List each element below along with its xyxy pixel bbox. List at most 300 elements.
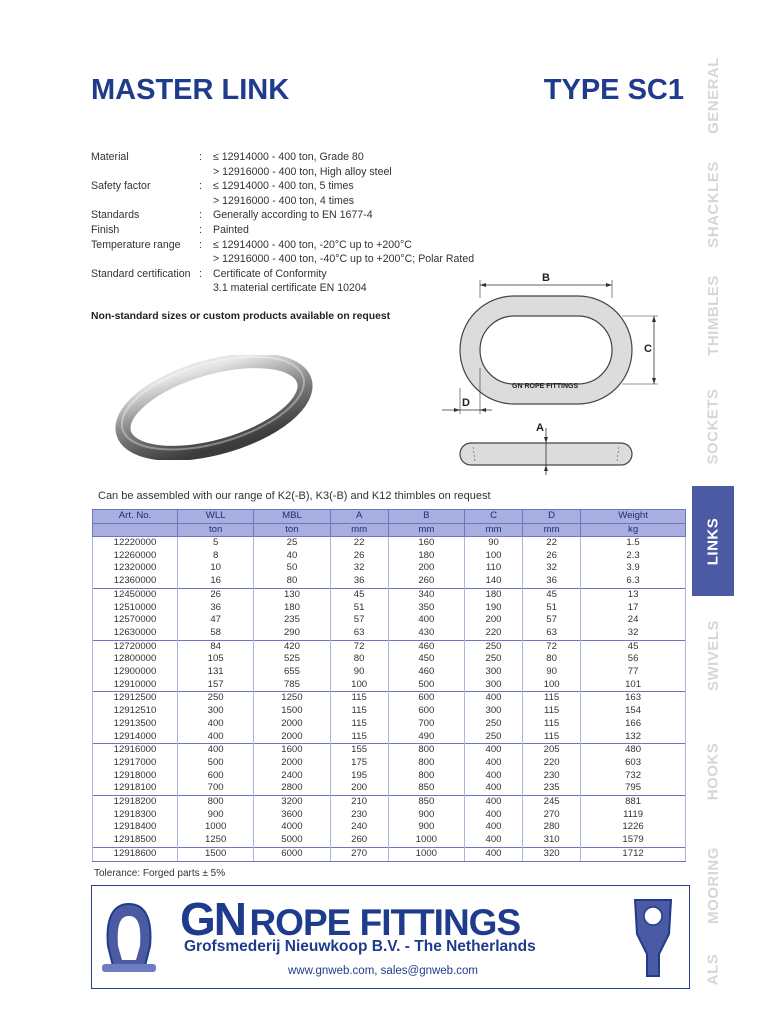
- table-cell: 131: [178, 666, 254, 679]
- product-type: TYPE SC1: [543, 74, 684, 106]
- drawing-stamp: GN ROPE FITTINGS: [512, 383, 579, 390]
- table-cell: 4000: [254, 821, 330, 834]
- shackle-image-left: [98, 894, 160, 980]
- table-cell: 26: [178, 588, 254, 601]
- side-tab-label: ALS: [704, 953, 722, 985]
- table-cell: 400: [464, 809, 522, 822]
- table-row: [93, 847, 686, 861]
- spec-label: Safety factor: [91, 180, 151, 193]
- table-cell: 32: [330, 562, 388, 575]
- table-cell: 460: [388, 640, 464, 653]
- table-cell: 12918200: [93, 796, 178, 809]
- column-header: MBL: [254, 510, 330, 524]
- table-cell: 732: [581, 770, 686, 783]
- spec-colon: [199, 165, 213, 180]
- spec-colon: :: [199, 238, 202, 251]
- contact-line[interactable]: www.gnweb.com, sales@gnweb.com: [288, 965, 479, 977]
- column-unit: kg: [581, 523, 686, 537]
- column-unit: mm: [464, 523, 522, 537]
- table-cell: 12320000: [93, 562, 178, 575]
- side-tab-swivels[interactable]: [692, 600, 734, 710]
- table-cell: 40: [254, 550, 330, 563]
- side-tab-label: SWIVELS: [704, 619, 722, 691]
- table-cell: 600: [388, 705, 464, 718]
- spec-value: ≤ 12914000 - 400 ton, 5 times: [213, 180, 354, 193]
- spec-row: [91, 179, 474, 194]
- column-unit: ton: [254, 523, 330, 537]
- spec-colon: [199, 194, 213, 209]
- table-cell: 230: [523, 770, 581, 783]
- spec-value: > 12916000 - 400 ton, -40°C up to +200°C; Polar Rated: [213, 253, 475, 266]
- table-cell: 300: [464, 705, 522, 718]
- table-cell: 56: [581, 653, 686, 666]
- table-cell: 154: [581, 705, 686, 718]
- table-cell: 12510000: [93, 602, 178, 615]
- side-tab-label: LINKS: [704, 517, 722, 565]
- table-cell: 245: [523, 796, 581, 809]
- table-cell: 320: [523, 847, 581, 861]
- table-cell: 100: [330, 679, 388, 692]
- spec-row: [91, 208, 474, 223]
- table-row: [93, 562, 686, 575]
- table-row: [93, 744, 686, 757]
- table-row: [93, 653, 686, 666]
- spec-label: Standards: [91, 209, 140, 222]
- label-b: B: [542, 272, 550, 284]
- table-cell: 12630000: [93, 627, 178, 640]
- table-cell: 600: [388, 692, 464, 705]
- side-tab-hooks[interactable]: [692, 716, 734, 826]
- table-cell: 36: [330, 575, 388, 588]
- table-cell: 160: [388, 537, 464, 550]
- spec-colon: :: [199, 209, 202, 222]
- side-tab-label: SHACKLES: [704, 160, 722, 248]
- column-header: WLL: [178, 510, 254, 524]
- table-cell: 400: [464, 782, 522, 795]
- table-row: [93, 705, 686, 718]
- spec-row: [91, 281, 474, 296]
- table-cell: 77: [581, 666, 686, 679]
- table-cell: 1226: [581, 821, 686, 834]
- table-cell: 36: [178, 602, 254, 615]
- side-tab-materials[interactable]: [692, 944, 734, 994]
- spec-row: [91, 194, 474, 209]
- table-cell: 3600: [254, 809, 330, 822]
- company-banner: [91, 885, 690, 989]
- table-cell: 250: [464, 640, 522, 653]
- table-cell: 800: [388, 757, 464, 770]
- table-cell: 400: [464, 692, 522, 705]
- table-cell: 250: [178, 692, 254, 705]
- table-cell: 603: [581, 757, 686, 770]
- table-cell: 12220000: [93, 537, 178, 550]
- table-cell: 12720000: [93, 640, 178, 653]
- table-cell: 2000: [254, 757, 330, 770]
- table-cell: 210: [330, 796, 388, 809]
- table-header-row: [93, 510, 686, 524]
- table-cell: 2.3: [581, 550, 686, 563]
- table-cell: 270: [523, 809, 581, 822]
- table-cell: 180: [464, 588, 522, 601]
- spec-label: Material: [91, 151, 129, 163]
- tolerance-note: Tolerance: Forged parts ± 5%: [94, 868, 226, 879]
- table-cell: 200: [464, 614, 522, 627]
- table-row: [93, 550, 686, 563]
- table-cell: 250: [464, 718, 522, 731]
- table-cell: 1000: [388, 834, 464, 847]
- spec-label: Finish: [91, 223, 120, 236]
- table-cell: 2800: [254, 782, 330, 795]
- side-tab-sockets[interactable]: [692, 372, 734, 480]
- table-cell: 350: [388, 602, 464, 615]
- table-cell: 420: [254, 640, 330, 653]
- table-cell: 175: [330, 757, 388, 770]
- table-cell: 132: [581, 731, 686, 744]
- table-cell: 101: [581, 679, 686, 692]
- table-cell: 100: [523, 679, 581, 692]
- table-cell: 1000: [178, 821, 254, 834]
- table-cell: 12918500: [93, 834, 178, 847]
- table-cell: 220: [523, 757, 581, 770]
- company-name: Grofsmederij Nieuwkoop B.V. - The Netherlands: [184, 938, 536, 955]
- table-cell: 25: [254, 537, 330, 550]
- spec-row: [91, 165, 474, 180]
- column-header: C: [464, 510, 522, 524]
- table-cell: 400: [464, 796, 522, 809]
- table-cell: 490: [388, 731, 464, 744]
- table-cell: 205: [523, 744, 581, 757]
- table-row: [93, 796, 686, 809]
- table-row: [93, 537, 686, 550]
- table-cell: 785: [254, 679, 330, 692]
- table-cell: 300: [464, 666, 522, 679]
- table-cell: 50: [254, 562, 330, 575]
- table-row: [93, 692, 686, 705]
- table-cell: 58: [178, 627, 254, 640]
- table-cell: 57: [330, 614, 388, 627]
- table-cell: 110: [464, 562, 522, 575]
- table-cell: 16: [178, 575, 254, 588]
- table-row: [93, 602, 686, 615]
- table-cell: 3200: [254, 796, 330, 809]
- spec-colon: :: [199, 223, 202, 236]
- table-cell: 881: [581, 796, 686, 809]
- table-cell: 12450000: [93, 588, 178, 601]
- spec-row: [91, 223, 474, 238]
- table-cell: 26: [523, 550, 581, 563]
- column-unit: [93, 523, 178, 537]
- table-cell: 900: [388, 809, 464, 822]
- table-row: [93, 640, 686, 653]
- table-row: [93, 666, 686, 679]
- specification-table: [92, 509, 686, 862]
- table-cell: 12570000: [93, 614, 178, 627]
- table-cell: 2000: [254, 731, 330, 744]
- spec-value: ≤ 12914000 - 400 ton, -20°C up to +200°C: [213, 238, 412, 251]
- table-cell: 32: [581, 627, 686, 640]
- column-unit: mm: [388, 523, 464, 537]
- table-cell: 63: [523, 627, 581, 640]
- table-cell: 5: [178, 537, 254, 550]
- table-cell: 900: [388, 821, 464, 834]
- table-cell: 180: [388, 550, 464, 563]
- table-cell: 5000: [254, 834, 330, 847]
- table-cell: 12912500: [93, 692, 178, 705]
- table-cell: 260: [388, 575, 464, 588]
- table-cell: 163: [581, 692, 686, 705]
- table-cell: 157: [178, 679, 254, 692]
- side-tab-label: HOOKS: [704, 742, 722, 800]
- table-cell: 84: [178, 640, 254, 653]
- table-row: [93, 588, 686, 601]
- side-tab-general[interactable]: [692, 44, 734, 146]
- table-cell: 460: [388, 666, 464, 679]
- table-cell: 525: [254, 653, 330, 666]
- spec-row: [91, 238, 474, 253]
- table-cell: 480: [581, 744, 686, 757]
- logo-gn: GN: [180, 893, 245, 945]
- table-cell: 400: [178, 744, 254, 757]
- table-cell: 2000: [254, 718, 330, 731]
- table-row: [93, 575, 686, 588]
- spec-value: 3.1 material certificate EN 10204: [213, 282, 367, 295]
- spec-row: [91, 267, 474, 282]
- table-cell: 12914000: [93, 731, 178, 744]
- table-cell: 57: [523, 614, 581, 627]
- table-cell: 655: [254, 666, 330, 679]
- spec-value: > 12916000 - 400 ton, High alloy steel: [213, 165, 392, 178]
- table-cell: 400: [464, 847, 522, 861]
- table-cell: 270: [330, 847, 388, 861]
- spec-value: Certificate of Conformity: [213, 267, 327, 280]
- table-cell: 12918600: [93, 847, 178, 861]
- table-cell: 115: [330, 705, 388, 718]
- side-tab-label: MOORING: [704, 846, 722, 924]
- spec-value: Generally according to EN 1677-4: [213, 209, 373, 222]
- table-cell: 12900000: [93, 666, 178, 679]
- table-cell: 700: [388, 718, 464, 731]
- table-cell: 250: [464, 653, 522, 666]
- spec-value: ≤ 12914000 - 400 ton, Grade 80: [213, 151, 364, 163]
- table-cell: 195: [330, 770, 388, 783]
- table-cell: 340: [388, 588, 464, 601]
- column-unit: mm: [330, 523, 388, 537]
- spec-label: [91, 281, 199, 296]
- table-cell: 450: [388, 653, 464, 666]
- table-cell: 115: [330, 718, 388, 731]
- table-cell: 45: [581, 640, 686, 653]
- table-cell: 1.5: [581, 537, 686, 550]
- table-cell: 400: [464, 834, 522, 847]
- table-cell: 115: [523, 718, 581, 731]
- table-cell: 400: [464, 744, 522, 757]
- logo-rope-fittings: ROPE FITTINGS: [249, 902, 521, 943]
- table-cell: 12910000: [93, 679, 178, 692]
- spec-label: [91, 194, 199, 209]
- table-cell: 600: [178, 770, 254, 783]
- table-cell: 235: [523, 782, 581, 795]
- assembly-note: Can be assembled with our range of K2(-B), K3(-B) and K12 thimbles on request: [98, 490, 491, 502]
- spec-colon: [199, 281, 213, 296]
- link-inner: [480, 316, 612, 384]
- side-tab-shackles[interactable]: [692, 150, 734, 258]
- table-cell: 700: [178, 782, 254, 795]
- spec-label: Standard certification: [91, 267, 191, 280]
- table-row: [93, 627, 686, 640]
- table-cell: 290: [254, 627, 330, 640]
- table-cell: 90: [464, 537, 522, 550]
- table-cell: 190: [464, 602, 522, 615]
- table-cell: 300: [178, 705, 254, 718]
- table-cell: 80: [254, 575, 330, 588]
- table-cell: 22: [523, 537, 581, 550]
- spec-label: Temperature range: [91, 238, 181, 251]
- table-cell: 280: [523, 821, 581, 834]
- label-a: A: [536, 422, 544, 434]
- table-cell: 1579: [581, 834, 686, 847]
- side-tab-label: SOCKETS: [704, 387, 722, 465]
- table-cell: 850: [388, 796, 464, 809]
- table-cell: 47: [178, 614, 254, 627]
- side-tab-label: GENERAL: [704, 56, 722, 134]
- table-cell: 1500: [178, 847, 254, 861]
- side-tab-mooring[interactable]: [692, 830, 734, 940]
- table-cell: 800: [388, 744, 464, 757]
- spec-label: [91, 252, 199, 267]
- spec-colon: :: [199, 180, 202, 193]
- table-cell: 12918400: [93, 821, 178, 834]
- table-cell: 32: [523, 562, 581, 575]
- table-cell: 100: [464, 550, 522, 563]
- table-cell: 72: [523, 640, 581, 653]
- table-cell: 2400: [254, 770, 330, 783]
- table-row: [93, 834, 686, 847]
- table-cell: 155: [330, 744, 388, 757]
- side-tab-label: THIMBLES: [704, 274, 722, 356]
- table-cell: 17: [581, 602, 686, 615]
- spec-colon: :: [199, 151, 202, 163]
- table-cell: 1000: [388, 847, 464, 861]
- table-cell: 12918100: [93, 782, 178, 795]
- technical-drawing: [432, 268, 662, 478]
- table-cell: 12912510: [93, 705, 178, 718]
- table-row: [93, 614, 686, 627]
- table-cell: 12360000: [93, 575, 178, 588]
- spec-colon: :: [199, 267, 202, 280]
- spec-value: > 12916000 - 400 ton, 4 times: [213, 194, 355, 207]
- table-cell: 400: [388, 614, 464, 627]
- table-cell: 10: [178, 562, 254, 575]
- table-cell: 115: [523, 705, 581, 718]
- column-header: A: [330, 510, 388, 524]
- table-cell: 115: [330, 731, 388, 744]
- spec-row: [91, 150, 474, 165]
- column-unit: mm: [523, 523, 581, 537]
- table-cell: 45: [330, 588, 388, 601]
- table-row: [93, 679, 686, 692]
- side-tab-thimbles[interactable]: [692, 262, 734, 368]
- table-cell: 795: [581, 782, 686, 795]
- column-unit: ton: [178, 523, 254, 537]
- table-cell: 200: [330, 782, 388, 795]
- table-cell: 45: [523, 588, 581, 601]
- table-cell: 72: [330, 640, 388, 653]
- table-unit-row: [93, 523, 686, 537]
- table-cell: 12917000: [93, 757, 178, 770]
- page-title: MASTER LINK: [91, 74, 290, 106]
- side-tab-links[interactable]: [692, 486, 734, 596]
- table-cell: 51: [330, 602, 388, 615]
- table-cell: 90: [523, 666, 581, 679]
- spec-colon: [199, 252, 213, 267]
- table-cell: 430: [388, 627, 464, 640]
- table-cell: 13: [581, 588, 686, 601]
- table-cell: 115: [523, 692, 581, 705]
- column-header: D: [523, 510, 581, 524]
- table-cell: 200: [388, 562, 464, 575]
- table-row: [93, 757, 686, 770]
- table-cell: 250: [464, 731, 522, 744]
- table-row: [93, 809, 686, 822]
- table-cell: 400: [464, 821, 522, 834]
- table-cell: 12918300: [93, 809, 178, 822]
- table-cell: 310: [523, 834, 581, 847]
- spec-value: Painted: [213, 223, 249, 236]
- table-row: [93, 718, 686, 731]
- custom-products-note: Non-standard sizes or custom products available on request: [91, 311, 391, 322]
- spec-label: [91, 165, 199, 180]
- table-cell: 1500: [254, 705, 330, 718]
- table-cell: 80: [523, 653, 581, 666]
- table-cell: 400: [464, 770, 522, 783]
- table-cell: 800: [178, 796, 254, 809]
- table-cell: 235: [254, 614, 330, 627]
- table-cell: 90: [330, 666, 388, 679]
- table-row: [93, 770, 686, 783]
- table-cell: 24: [581, 614, 686, 627]
- table-row: [93, 821, 686, 834]
- specifications-list: [91, 150, 474, 296]
- table-cell: 36: [523, 575, 581, 588]
- table-cell: 166: [581, 718, 686, 731]
- table-row: [93, 731, 686, 744]
- table-cell: 3.9: [581, 562, 686, 575]
- master-link-image: [112, 355, 317, 460]
- table-cell: 240: [330, 821, 388, 834]
- table-cell: 400: [178, 718, 254, 731]
- table-cell: 22: [330, 537, 388, 550]
- table-cell: 140: [464, 575, 522, 588]
- table-cell: 400: [178, 731, 254, 744]
- table-cell: 12913500: [93, 718, 178, 731]
- table-cell: 63: [330, 627, 388, 640]
- column-header: B: [388, 510, 464, 524]
- table-cell: 12260000: [93, 550, 178, 563]
- spec-row: [91, 252, 474, 267]
- table-cell: 500: [178, 757, 254, 770]
- table-cell: 1712: [581, 847, 686, 861]
- table-cell: 6000: [254, 847, 330, 861]
- table-cell: 12918000: [93, 770, 178, 783]
- table-cell: 105: [178, 653, 254, 666]
- table-row: [93, 782, 686, 795]
- table-cell: 800: [388, 770, 464, 783]
- table-cell: 51: [523, 602, 581, 615]
- table-cell: 1250: [254, 692, 330, 705]
- table-cell: 180: [254, 602, 330, 615]
- table-cell: 300: [464, 679, 522, 692]
- table-cell: 26: [330, 550, 388, 563]
